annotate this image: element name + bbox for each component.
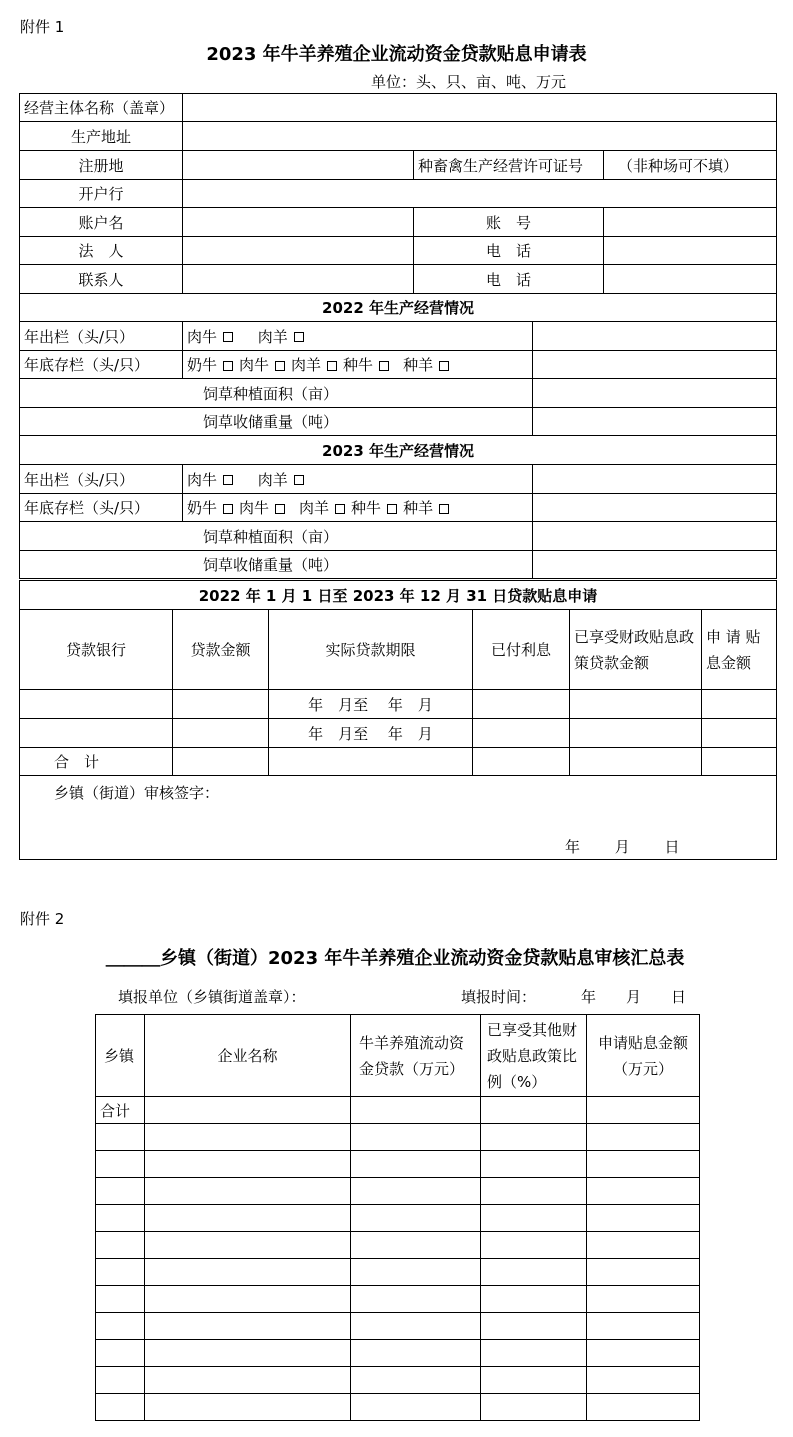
loan-total-interest[interactable] <box>473 748 570 776</box>
option-label: 奶牛 <box>187 499 218 517</box>
table-row <box>96 1286 700 1313</box>
sign-date: 年 月 日 <box>565 838 680 856</box>
option-label: 肉牛 <box>239 499 270 517</box>
option-label: 肉牛 <box>187 470 218 489</box>
address-field[interactable] <box>183 122 777 151</box>
summary-cell[interactable] <box>587 1205 700 1232</box>
regplace-field[interactable] <box>183 151 414 180</box>
sign-area[interactable] <box>20 776 777 860</box>
filldate: 年 月 日 <box>581 988 687 1006</box>
form-title: 2023 年牛羊养殖企业流动资金贷款贴息申请表 <box>206 44 587 65</box>
table-row <box>96 1124 700 1151</box>
forage-area-2023-label: 饲草种植面积（亩） <box>20 522 533 551</box>
summary-cell[interactable] <box>145 1178 351 1205</box>
summary-cell[interactable] <box>481 1205 587 1232</box>
summary-cell[interactable] <box>96 1259 145 1286</box>
checkbox[interactable] <box>294 475 304 485</box>
summary-table <box>95 1014 700 1421</box>
col-town: 乡镇 <box>96 1015 145 1097</box>
summary-cell[interactable] <box>481 1259 587 1286</box>
acct-no-label: 账 号 <box>414 208 604 237</box>
unit-note: 单位：头、只、亩、吨、万元 <box>371 73 567 91</box>
summary-cell[interactable] <box>481 1178 587 1205</box>
option-label: 种牛 <box>351 499 382 517</box>
summary-cell[interactable] <box>481 1232 587 1259</box>
stock-2022-options <box>183 351 533 379</box>
summary-cell[interactable] <box>587 1286 700 1313</box>
loan-row1-apply[interactable] <box>702 690 777 719</box>
loan-row1-subsidized[interactable] <box>570 690 702 719</box>
col-bank: 贷款银行 <box>20 610 173 690</box>
summary-total-label: 合计 <box>96 1097 145 1124</box>
forage-store-2022-value[interactable] <box>533 408 777 436</box>
out-2022-label: 年出栏（头/只） <box>20 322 183 351</box>
summary-cell[interactable] <box>96 1124 145 1151</box>
summary-cell[interactable] <box>96 1205 145 1232</box>
sign-label: 乡镇（街道）审核签字： <box>54 784 220 802</box>
contact-field[interactable] <box>183 265 414 294</box>
option-label: 肉牛 <box>239 356 270 374</box>
loan-row2-amount[interactable] <box>173 719 269 748</box>
summary-cell[interactable] <box>587 1340 700 1367</box>
checkbox[interactable] <box>223 504 233 514</box>
forage-area-2022-label: 饲草种植面积（亩） <box>20 379 533 408</box>
address-label: 生产地址 <box>20 122 183 151</box>
option-label: 种羊 <box>403 356 434 374</box>
summary-cell[interactable] <box>481 1313 587 1340</box>
entity-label: 经营主体名称（盖章） <box>20 94 183 122</box>
section-2022-header: 2022 年生产经营情况 <box>20 294 777 322</box>
summary-cell[interactable] <box>351 1178 481 1205</box>
col-loan: 牛羊养殖流动资金贷款（万元） <box>351 1015 481 1097</box>
legal-label: 法 人 <box>20 237 183 265</box>
acct-name-field[interactable] <box>183 208 414 237</box>
stock-2022-label: 年底存栏（头/只） <box>20 351 183 379</box>
summary-cell[interactable] <box>145 1205 351 1232</box>
forage-store-2023-value[interactable] <box>533 551 777 579</box>
out-2022-value[interactable] <box>533 322 777 351</box>
summary-cell[interactable] <box>481 1097 587 1124</box>
loan-total-amount[interactable] <box>173 748 269 776</box>
option-label: 肉羊 <box>257 327 288 346</box>
table-row <box>96 1205 700 1232</box>
stock-2023-value[interactable] <box>533 494 777 522</box>
attachment-2-label: 附件 2 <box>20 910 65 928</box>
checkbox[interactable] <box>335 504 345 514</box>
forage-store-2023-label: 饲草收储重量（吨） <box>20 551 533 579</box>
table-row <box>96 1151 700 1178</box>
contact-label: 联系人 <box>20 265 183 294</box>
loan-row1-period[interactable]: 年 月至 年 月 <box>269 690 473 719</box>
summary-cell[interactable] <box>145 1151 351 1178</box>
option-label: 肉牛 <box>187 327 218 346</box>
summary-cell[interactable] <box>96 1394 145 1421</box>
summary-cell[interactable] <box>96 1178 145 1205</box>
out-2023-value[interactable] <box>533 465 777 494</box>
option-label: 奶牛 <box>187 356 218 374</box>
basic-info-table <box>19 93 777 294</box>
loan-row2-bank[interactable] <box>20 719 173 748</box>
summary-cell[interactable] <box>145 1097 351 1124</box>
loan-row1-amount[interactable] <box>173 690 269 719</box>
summary-cell[interactable] <box>351 1151 481 1178</box>
option-label: 种牛 <box>343 356 374 374</box>
summary-cell[interactable] <box>351 1232 481 1259</box>
loan-total-apply[interactable] <box>702 748 777 776</box>
attachment-1-label: 附件 1 <box>20 18 65 36</box>
summary-title: ＿＿＿乡镇（街道）2023 年牛羊养殖企业流动资金贷款贴息审核汇总表 <box>106 948 685 969</box>
summary-cell[interactable] <box>481 1286 587 1313</box>
summary-cell[interactable] <box>351 1286 481 1313</box>
license-label: 种畜禽生产经营许可证号 <box>414 151 604 180</box>
loan-row2-period[interactable]: 年 月至 年 月 <box>269 719 473 748</box>
summary-cell[interactable] <box>96 1232 145 1259</box>
phone1-field[interactable] <box>604 237 777 265</box>
stock-2023-options <box>183 494 533 522</box>
license-note: （非种场可不填） <box>618 156 739 175</box>
checkbox[interactable] <box>387 504 397 514</box>
stock-2022-value[interactable] <box>533 351 777 379</box>
forage-store-2022-label: 饲草收储重量（吨） <box>20 408 533 436</box>
bank-field[interactable] <box>183 180 777 208</box>
loan-row2-subsidized[interactable] <box>570 719 702 748</box>
summary-cell[interactable] <box>351 1340 481 1367</box>
loan-header: 2022 年 1 月 1 日至 2023 年 12 月 31 日贷款贴息申请 <box>20 581 777 610</box>
col-interest: 已付利息 <box>473 610 570 690</box>
option-label: 种羊 <box>403 499 434 517</box>
phone2-field[interactable] <box>604 265 777 294</box>
summary-cell[interactable] <box>481 1367 587 1394</box>
checkbox[interactable] <box>223 361 233 371</box>
summary-cell[interactable] <box>96 1367 145 1394</box>
summary-cell[interactable] <box>351 1124 481 1151</box>
table-row <box>96 1394 700 1421</box>
summary-cell[interactable] <box>587 1313 700 1340</box>
loan-row1-interest[interactable] <box>473 690 570 719</box>
summary-cell[interactable] <box>145 1367 351 1394</box>
summary-cell[interactable] <box>145 1313 351 1340</box>
summary-cell[interactable] <box>96 1151 145 1178</box>
summary-cell[interactable] <box>145 1124 351 1151</box>
col-company: 企业名称 <box>145 1015 351 1097</box>
summary-cell[interactable] <box>145 1340 351 1367</box>
filler-label: 填报单位（乡镇街道盖章）： <box>118 988 306 1006</box>
summary-cell[interactable] <box>351 1394 481 1421</box>
option-label: 肉羊 <box>299 499 330 517</box>
legal-field[interactable] <box>183 237 414 265</box>
checkbox[interactable] <box>275 504 285 514</box>
section-2023-header: 2023 年生产经营情况 <box>20 436 777 465</box>
table-row <box>96 1178 700 1205</box>
summary-cell[interactable] <box>96 1340 145 1367</box>
checkbox[interactable] <box>294 332 304 342</box>
checkbox[interactable] <box>223 332 233 342</box>
forage-area-2022-value[interactable] <box>533 379 777 408</box>
out-2023-options <box>183 465 533 494</box>
summary-cell[interactable] <box>481 1124 587 1151</box>
bank-label: 开户行 <box>20 180 183 208</box>
summary-cell[interactable] <box>96 1313 145 1340</box>
summary-cell[interactable] <box>351 1205 481 1232</box>
checkbox[interactable] <box>439 504 449 514</box>
table-row <box>96 1313 700 1340</box>
summary-cell[interactable] <box>481 1340 587 1367</box>
summary-cell[interactable] <box>145 1394 351 1421</box>
checkbox[interactable] <box>223 475 233 485</box>
col-period: 实际贷款期限 <box>269 610 473 690</box>
summary-cell[interactable] <box>587 1394 700 1421</box>
regplace-label: 注册地 <box>20 151 183 180</box>
col-apply: 申 请 贴 息金额 <box>702 610 777 690</box>
col-apply-amount: 申请贴息金额（万元） <box>587 1015 700 1097</box>
summary-cell[interactable] <box>587 1124 700 1151</box>
col-subsidized: 已享受财政贴息政策贷款金额 <box>570 610 702 690</box>
summary-cell[interactable] <box>145 1232 351 1259</box>
summary-cell[interactable] <box>481 1151 587 1178</box>
col-amount: 贷款金额 <box>173 610 269 690</box>
license-field[interactable] <box>604 151 777 180</box>
option-label: 肉羊 <box>291 356 322 374</box>
summary-cell[interactable] <box>351 1367 481 1394</box>
summary-cell[interactable] <box>481 1394 587 1421</box>
summary-cell[interactable] <box>145 1286 351 1313</box>
filltime-label: 填报时间： <box>461 988 537 1006</box>
checkbox[interactable] <box>327 361 337 371</box>
phone2-label: 电 话 <box>414 265 604 294</box>
summary-cell[interactable] <box>351 1097 481 1124</box>
checkbox[interactable] <box>379 361 389 371</box>
forage-area-2023-value[interactable] <box>533 522 777 551</box>
summary-cell[interactable] <box>587 1259 700 1286</box>
loan-row2-apply[interactable] <box>702 719 777 748</box>
summary-cell[interactable] <box>145 1259 351 1286</box>
acct-no-field[interactable] <box>604 208 777 237</box>
summary-cell[interactable] <box>587 1097 700 1124</box>
production-table <box>19 293 777 579</box>
col-ratio: 已享受其他财政贴息政策比例（%） <box>481 1015 587 1097</box>
checkbox[interactable] <box>275 361 285 371</box>
summary-cell[interactable] <box>587 1232 700 1259</box>
loan-row1-bank[interactable] <box>20 690 173 719</box>
option-label: 肉羊 <box>257 470 288 489</box>
summary-cell[interactable] <box>587 1367 700 1394</box>
table-row <box>96 1259 700 1286</box>
table-row <box>96 1367 700 1394</box>
summary-cell[interactable] <box>351 1313 481 1340</box>
summary-cell[interactable] <box>96 1286 145 1313</box>
loan-total-label: 合 计 <box>20 748 173 776</box>
out-2023-label: 年出栏（头/只） <box>20 465 183 494</box>
out-2022-options <box>183 322 533 351</box>
summary-cell[interactable] <box>351 1259 481 1286</box>
phone1-label: 电 话 <box>414 237 604 265</box>
stock-2023-label: 年底存栏（头/只） <box>20 494 183 522</box>
summary-cell[interactable] <box>587 1151 700 1178</box>
summary-cell[interactable] <box>587 1178 700 1205</box>
loan-total-subsidized[interactable] <box>570 748 702 776</box>
loan-row2-interest[interactable] <box>473 719 570 748</box>
entity-field[interactable] <box>183 94 777 122</box>
checkbox[interactable] <box>439 361 449 371</box>
table-row <box>96 1340 700 1367</box>
loan-total-period[interactable] <box>269 748 473 776</box>
loan-table <box>19 580 777 860</box>
acct-name-label: 账户名 <box>20 208 183 237</box>
table-row <box>96 1232 700 1259</box>
